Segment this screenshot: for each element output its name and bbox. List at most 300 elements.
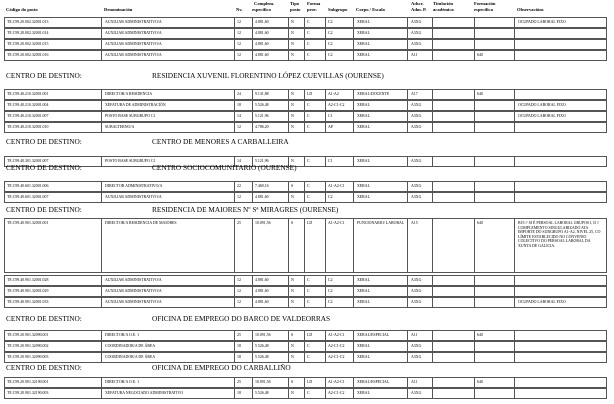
col-subgroup-header: Subgrupo [328,7,348,12]
destination-title: OFICINA DE EMPREGO DO BARCO DE VALDEORRAS [152,314,331,323]
cell-level: 22 [237,184,241,188]
cell-adscr: A3XG [411,355,422,359]
cell-training: 640 [477,92,483,96]
cell-adscr: A3XG [411,300,422,304]
column-divider [432,276,433,285]
cell-code: TE.C99.40.601.32001.006 [7,184,49,188]
cell-type: N [291,31,294,35]
column-divider [101,276,102,285]
column-divider [514,219,515,272]
destination-label: CENTRO DE DESTINO: [6,205,82,214]
column-divider [101,389,102,398]
cell-name: POSTO BASE SUBGRUPO C1 [105,114,156,118]
column-divider [234,18,235,27]
column-divider [101,219,102,272]
column-divider [304,40,305,49]
column-divider [325,18,326,27]
column-divider [325,101,326,110]
cell-subgroup: C2 [328,53,333,57]
cell-type: N [291,103,294,107]
cell-name: AUXILIAR ADMINISTRATIVO/A [105,289,162,293]
column-divider [304,276,305,285]
cell-corps: XERAL [357,103,370,107]
column-divider [252,123,253,132]
destination-label: CENTRO DE DESTINO: [6,163,82,172]
cell-name: AUXILIAR ADMINISTRATIVO/A [105,42,162,46]
cell-code: TE.C99.20.901.32190.001 [7,380,49,384]
cell-form: C [307,125,310,129]
column-divider [288,276,289,285]
cell-adscr: A11 [411,53,418,57]
column-divider [252,287,253,296]
cell-form: C [307,355,310,359]
column-divider [514,342,515,351]
cell-adscr: A3XG [411,42,422,46]
column-divider [234,287,235,296]
cell-notes: OCUPADO LABORAL FIXO [518,20,566,24]
cell-subgroup: A1-A2-C1 [328,333,345,337]
column-divider [101,40,102,49]
cell-type: N [291,300,294,304]
cell-adscr: A11 [411,380,418,384]
cell-corps: XERAL/DOCENTE [357,92,390,96]
column-divider [353,193,354,202]
cell-type: N [291,42,294,46]
cell-name: COORDINADOR/A DE ÁREA [105,355,156,359]
cell-code: TE.C99.40.210.32001.001 [7,92,49,96]
column-divider [304,123,305,132]
cell-type: N [291,344,294,348]
cell-adscr: A3XG [411,184,422,188]
table-row [4,341,607,352]
column-divider [304,90,305,99]
cell-corps: XERAL [357,53,370,57]
cell-level: 12 [237,31,241,35]
column-divider [325,389,326,398]
column-divider [432,378,433,387]
cell-corps: XERAL [357,31,370,35]
column-divider [353,219,354,272]
column-divider [288,287,289,296]
cell-name: AUXILIAR ADMINISTRATIVO/A [105,300,162,304]
column-divider [304,112,305,121]
column-divider [288,193,289,202]
column-divider [288,298,289,307]
cell-subgroup: C1 [328,114,333,118]
cell-notes: B19 // SI É PERSOAL LABORAL GRUPOS I, II // COMPLEMENTO SINGULARIZADO ATA IMPORTE DO SUBGRUPO A1-A2, NIVEL 25, CO LÍMITE ESTABLECIDO NO CONVENIO COLECTIVO DO PERSOAL LABORAL DA XUNTA DE GALICIA. [518,221,601,248]
cell-level: 12 [237,125,241,129]
column-divider [514,157,515,166]
column-divider [304,353,305,362]
destination-label: CENTRO DE DESTINO: [6,363,82,372]
col-name-header: Denominación [104,7,133,12]
cell-corps: XERAL [357,184,370,188]
column-divider [101,18,102,27]
column-divider [407,123,408,132]
column-divider [304,331,305,340]
column-divider [304,389,305,398]
cell-type: S [291,333,294,337]
column-divider [432,182,433,191]
column-divider [101,101,102,110]
cell-code: TE.C99.40.901.32001.029 [7,289,49,293]
column-divider [432,193,433,202]
column-divider [325,182,326,191]
column-divider [325,219,326,272]
cell-subgroup: A2-C1-C2 [328,391,345,395]
cell-name: AUXILIAR ADMINISTRATIVO/A [105,278,162,282]
column-divider [474,287,475,296]
cell-level: 12 [237,53,241,57]
cell-name: AUXILIAR ADMINISTRATIVO/A [105,31,162,35]
column-divider [252,51,253,60]
cell-complement: 10.091,56 [255,380,271,384]
col-complement-header-1: Complem. [254,1,275,6]
column-divider [514,123,515,132]
column-divider [432,18,433,27]
column-divider [432,331,433,340]
column-divider [432,219,433,272]
col-adscr-header-1: Adscr. [411,1,424,6]
cell-type: N [291,53,294,57]
column-divider [353,101,354,110]
cell-corps: FUNCIONARIO/ LABORAL [357,221,405,225]
column-divider [432,157,433,166]
cell-form: C [307,103,310,107]
cell-code: TE.C99.20.901.32090.002 [7,344,49,348]
column-divider [234,331,235,340]
column-divider [234,298,235,307]
cell-form: C [307,42,310,46]
column-divider [252,342,253,351]
column-divider [252,90,253,99]
column-divider [407,353,408,362]
table-row [4,89,607,100]
cell-complement: 4.881,60 [255,195,269,199]
column-divider [407,90,408,99]
column-divider [288,331,289,340]
destination-section-heading [6,164,297,172]
cell-form: C [307,159,310,163]
column-divider [288,182,289,191]
column-divider [353,29,354,38]
column-divider [101,378,102,387]
cell-name: DIRECTOR/A RESIDENCIA [105,92,153,96]
column-divider [514,389,515,398]
column-divider [353,157,354,166]
column-divider [101,287,102,296]
destination-section-heading [6,72,384,80]
column-divider [252,193,253,202]
cell-form: LD [307,92,313,96]
cell-complement: 5.526,48 [255,391,269,395]
column-divider [288,389,289,398]
cell-adscr: A15 [411,221,418,225]
cell-code: TE.C99.40.301.32001.007 [7,159,49,163]
destination-section-heading [6,206,338,214]
column-divider [252,389,253,398]
column-divider [288,342,289,351]
cell-code: TE.C99.20.002.32001.013 [7,20,49,24]
col-degree-header-1: Titulación [433,1,454,6]
column-divider [474,112,475,121]
column-divider [407,193,408,202]
cell-level: 14 [237,159,241,163]
table-row [4,100,607,111]
column-divider [234,182,235,191]
cell-corps: XERAL [357,20,370,24]
cell-adscr: A17 [411,92,418,96]
column-divider [325,378,326,387]
column-divider [353,287,354,296]
cell-adscr: A3XG [411,344,422,348]
column-divider [101,193,102,202]
cell-name: AUXILIAR ADMINISTRATIVO/A [105,53,162,57]
cell-level: 12 [237,289,241,293]
cell-complement: 4.881,60 [255,53,269,57]
cell-subgroup: C2 [328,278,333,282]
column-divider [101,90,102,99]
cell-type: N [291,125,294,129]
column-divider [353,90,354,99]
cell-form: C [307,53,310,57]
column-divider [288,18,289,27]
table-row [4,28,607,39]
column-divider [353,51,354,60]
column-divider [234,123,235,132]
cell-corps: XERAL/ESPECIAL [357,380,390,384]
cell-training: 640 [477,221,483,225]
cell-corps: XERAL [357,125,370,129]
column-divider [474,101,475,110]
column-divider [288,40,289,49]
cell-subgroup: A1-A2-C1 [328,184,345,188]
column-divider [101,182,102,191]
cell-form: C [307,184,310,188]
column-divider [432,298,433,307]
col-adscr-header-2: Adm. P. [411,7,427,12]
destination-label: CENTRO DE DESTINO: [6,71,82,80]
cell-code: TE.C99.40.901.32001.028 [7,278,49,282]
cell-corps: XERAL [357,278,370,282]
column-divider [304,101,305,110]
column-divider [234,90,235,99]
column-divider [304,18,305,27]
column-divider [514,182,515,191]
column-divider [234,51,235,60]
cell-level: 14 [237,114,241,118]
cell-subgroup: C2 [328,289,333,293]
table-row [4,39,607,50]
column-divider [353,123,354,132]
cell-adscr: A3XG [411,195,422,199]
cell-subgroup: C2 [328,31,333,35]
column-divider [325,157,326,166]
col-training-header-2: específica [474,7,493,12]
destination-label: CENTRO DE DESTINO: [6,314,82,323]
cell-type: N [291,159,294,163]
cell-form: LD [307,221,313,225]
column-divider [252,219,253,272]
column-divider [304,157,305,166]
column-divider [304,378,305,387]
column-divider [514,193,515,202]
column-divider [252,331,253,340]
column-divider [234,193,235,202]
cell-corps: XERAL [357,344,370,348]
column-divider [353,378,354,387]
cell-subgroup: C2 [328,195,333,199]
table-row [4,330,607,341]
cell-corps: XERAL [357,195,370,199]
col-training-header-1: Formación [474,1,496,6]
cell-type: S [291,221,294,225]
cell-training: 640 [477,380,483,384]
cell-code: TE.C99.40.901.32001.033 [7,300,49,304]
column-divider [252,18,253,27]
column-divider [474,389,475,398]
column-divider [252,182,253,191]
table-row [4,388,607,399]
cell-name: POSTO BASE SUBGRUPO C1 [105,159,156,163]
column-divider [474,90,475,99]
cell-level: 25 [237,221,241,225]
column-divider [101,51,102,60]
cell-name: AUXILIAR ADMINISTRATIVO/A [105,195,162,199]
cell-form: C [307,391,310,395]
column-divider [432,342,433,351]
column-divider [407,287,408,296]
cell-name: AUXILIAR ADMINISTRATIVO/A [105,20,162,24]
table-row [4,181,607,192]
cell-level: 24 [237,92,241,96]
cell-adscr: A3XG [411,289,422,293]
cell-adscr: A3XG [411,159,422,163]
cell-subgroup: A2-C1-C2 [328,103,345,107]
cell-corps: XERAL [357,391,370,395]
cell-code: TE.C99.20.901.32090.003 [7,355,49,359]
col-complement-header-2: específico [252,7,271,12]
cell-code: TE.C99.40.210.32001.007 [7,114,49,118]
cell-type: N [291,114,294,118]
cell-subgroup: C1 [328,159,333,163]
cell-code: TE.C99.40.210.32001.004 [7,103,49,107]
column-divider [353,389,354,398]
cell-complement: 4.881,60 [255,278,269,282]
cell-level: 18 [237,344,241,348]
column-divider [474,182,475,191]
column-divider [407,331,408,340]
column-divider [252,353,253,362]
column-divider [514,101,515,110]
destination-section-heading [6,364,291,372]
col-code-header: Código do posto [6,7,38,12]
cell-training: 640 [477,333,483,337]
column-divider [353,18,354,27]
column-divider [353,40,354,49]
cell-name: XEFATURA NEGOCIADO ADMINISTRATIVO [105,391,183,395]
cell-type: N [291,278,294,282]
table-row [4,297,607,308]
column-divider [407,219,408,272]
column-divider [407,342,408,351]
cell-form: C [307,300,310,304]
column-divider [234,353,235,362]
cell-subgroup: C2 [328,20,333,24]
cell-subgroup: A2-C1-C2 [328,355,345,359]
cell-code: TE.C99.20.901.32090.001 [7,333,49,337]
column-divider [432,287,433,296]
column-divider [432,112,433,121]
column-divider [353,298,354,307]
cell-complement: 4.881,60 [255,42,269,46]
cell-corps: XERAL [357,159,370,163]
column-divider [514,112,515,121]
destination-title: OFICINA DE EMPREGO DO CARBALLIÑO [152,363,291,372]
col-form-header-2: prov. [307,7,317,12]
col-notes-header: Observacións [517,7,544,12]
column-divider [407,276,408,285]
cell-complement: 4.881,60 [255,31,269,35]
cell-adscr: A3XG [411,278,422,282]
column-divider [252,112,253,121]
column-divider [234,389,235,398]
cell-form: C [307,114,310,118]
col-degree-header-2: académica [433,7,454,12]
column-divider [304,342,305,351]
table-row [4,377,607,388]
column-divider [474,123,475,132]
column-divider [234,40,235,49]
column-divider [252,378,253,387]
cell-adscr: A3XG [411,391,422,395]
column-divider [252,101,253,110]
cell-level: 25 [237,333,241,337]
table-row [4,192,607,203]
cell-complement: 4.881,60 [255,20,269,24]
column-divider [514,353,515,362]
column-divider [101,29,102,38]
cell-code: TE.C99.40.901.32001.001 [7,221,49,225]
cell-type: N [291,195,294,199]
column-divider [325,112,326,121]
table-row [4,218,607,273]
column-divider [514,331,515,340]
column-divider [234,219,235,272]
col-type-header-1: Tipo [290,1,300,6]
cell-complement: 10.091,56 [255,221,271,225]
cell-code: TE.C99.40.601.32001.007 [7,195,49,199]
column-divider [101,298,102,307]
cell-complement: 5.526,48 [255,103,269,107]
cell-corps: XERAL [357,300,370,304]
column-divider [234,378,235,387]
cell-name: DIRECTOR/A RESIDENCIA DE MAIORES [105,221,177,225]
column-divider [514,287,515,296]
column-divider [325,287,326,296]
cell-corps: XERAL [357,289,370,293]
cell-code: TE.C99.40.210.32001.010 [7,125,49,129]
column-divider [325,353,326,362]
column-divider [432,123,433,132]
column-divider [474,298,475,307]
cell-adscr: A3XG [411,103,422,107]
cell-corps: XERAL/ESPECIAL [357,333,390,337]
cell-type: N [291,289,294,293]
cell-subgroup: A1-A2-C1 [328,221,345,225]
column-divider [234,101,235,110]
cell-name: DIRECTOR ADMINISTRATIVO/A [105,184,163,188]
